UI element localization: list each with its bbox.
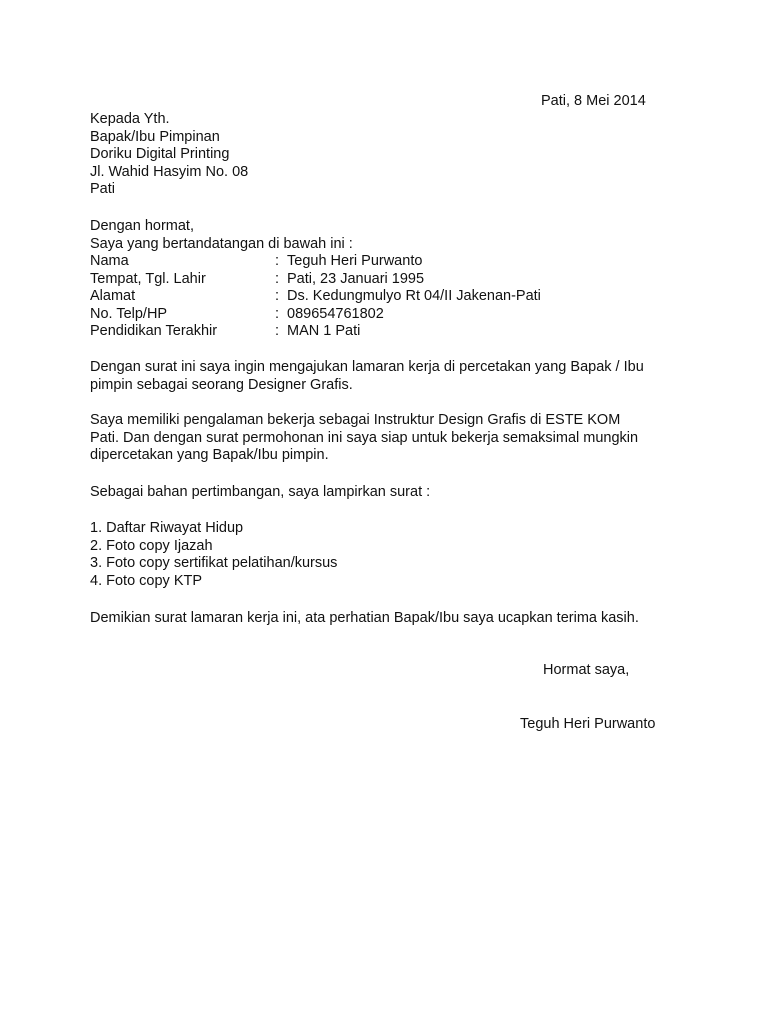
attachment-item: 4. Foto copy KTP <box>90 572 203 589</box>
identity-row <box>90 288 690 306</box>
identity-colon: : <box>275 305 280 322</box>
closing-sentence: Demikian surat lamaran kerja ini, ata perhatian Bapak/Ibu saya ucapkan terima kasih. <box>90 610 639 626</box>
identity-label: Pendidikan Terakhir <box>90 323 218 340</box>
identity-value: Ds. Kedungmulyo Rt 04/II Jakenan-Pati <box>287 288 541 305</box>
intro-line: Saya yang bertandatangan di bawah ini : <box>90 235 353 252</box>
identity-label: Nama <box>90 253 129 269</box>
recipient-line: Doriku Digital Printing <box>90 146 230 163</box>
identity-value: Teguh Heri Purwanto <box>287 253 423 269</box>
recipient-line: Bapak/Ibu Pimpinan <box>90 128 220 145</box>
identity-colon: : <box>275 253 280 269</box>
experience-paragraph <box>90 412 670 465</box>
signature-name: Teguh Heri Purwanto <box>520 716 656 732</box>
application-paragraph <box>90 359 670 394</box>
identity-row <box>90 253 690 271</box>
identity-table <box>90 253 690 341</box>
attachment-item: 2. Foto copy Ijazah <box>90 537 213 554</box>
salutation: Dengan hormat, <box>90 218 194 234</box>
recipient-line: Kepada Yth. <box>90 111 170 127</box>
identity-value: Pati, 23 Januari 1995 <box>287 270 425 287</box>
paragraph-line: dipercetakan yang Bapak/Ibu pimpin. <box>90 447 329 464</box>
recipient-block <box>90 111 248 199</box>
paragraph-line: Dengan surat ini saya ingin mengajukan lamaran kerja di percetakan yang Bapak / Ibu <box>90 359 644 375</box>
attachment-item: 3. Foto copy sertifikat pelatihan/kursus <box>90 555 338 572</box>
paragraph-line: pimpin sebagai seorang Designer Grafis. <box>90 376 353 393</box>
paragraph-line: Pati. Dan dengan surat permohonan ini saya siap untuk bekerja semaksimal mungkin <box>90 429 639 446</box>
attachment-intro <box>90 484 670 502</box>
identity-row <box>90 323 690 341</box>
identity-colon: : <box>275 323 280 340</box>
recipient-line: Pati <box>90 181 115 198</box>
regards-line: Hormat saya, <box>543 662 630 678</box>
identity-value: 089654761802 <box>287 305 384 322</box>
identity-colon: : <box>275 288 280 305</box>
letter-date: Pati, 8 Mei 2014 <box>541 93 646 109</box>
paragraph-line: Saya memiliki pengalaman bekerja sebagai Instruktur Design Grafis di ESTE KOM <box>90 412 621 428</box>
identity-label: Alamat <box>90 288 136 305</box>
identity-row <box>90 271 690 289</box>
identity-row <box>90 306 690 324</box>
opening-block <box>90 218 353 253</box>
identity-label: No. Telp/HP <box>90 305 168 322</box>
identity-colon: : <box>275 270 280 287</box>
recipient-line: Jl. Wahid Hasyim No. 08 <box>90 163 249 180</box>
paragraph-line: Sebagai bahan pertimbangan, saya lampirkan surat : <box>90 484 431 500</box>
attachment-list <box>90 520 337 590</box>
identity-value: MAN 1 Pati <box>287 323 361 340</box>
attachment-item: 1. Daftar Riwayat Hidup <box>90 520 244 536</box>
identity-label: Tempat, Tgl. Lahir <box>90 270 206 287</box>
